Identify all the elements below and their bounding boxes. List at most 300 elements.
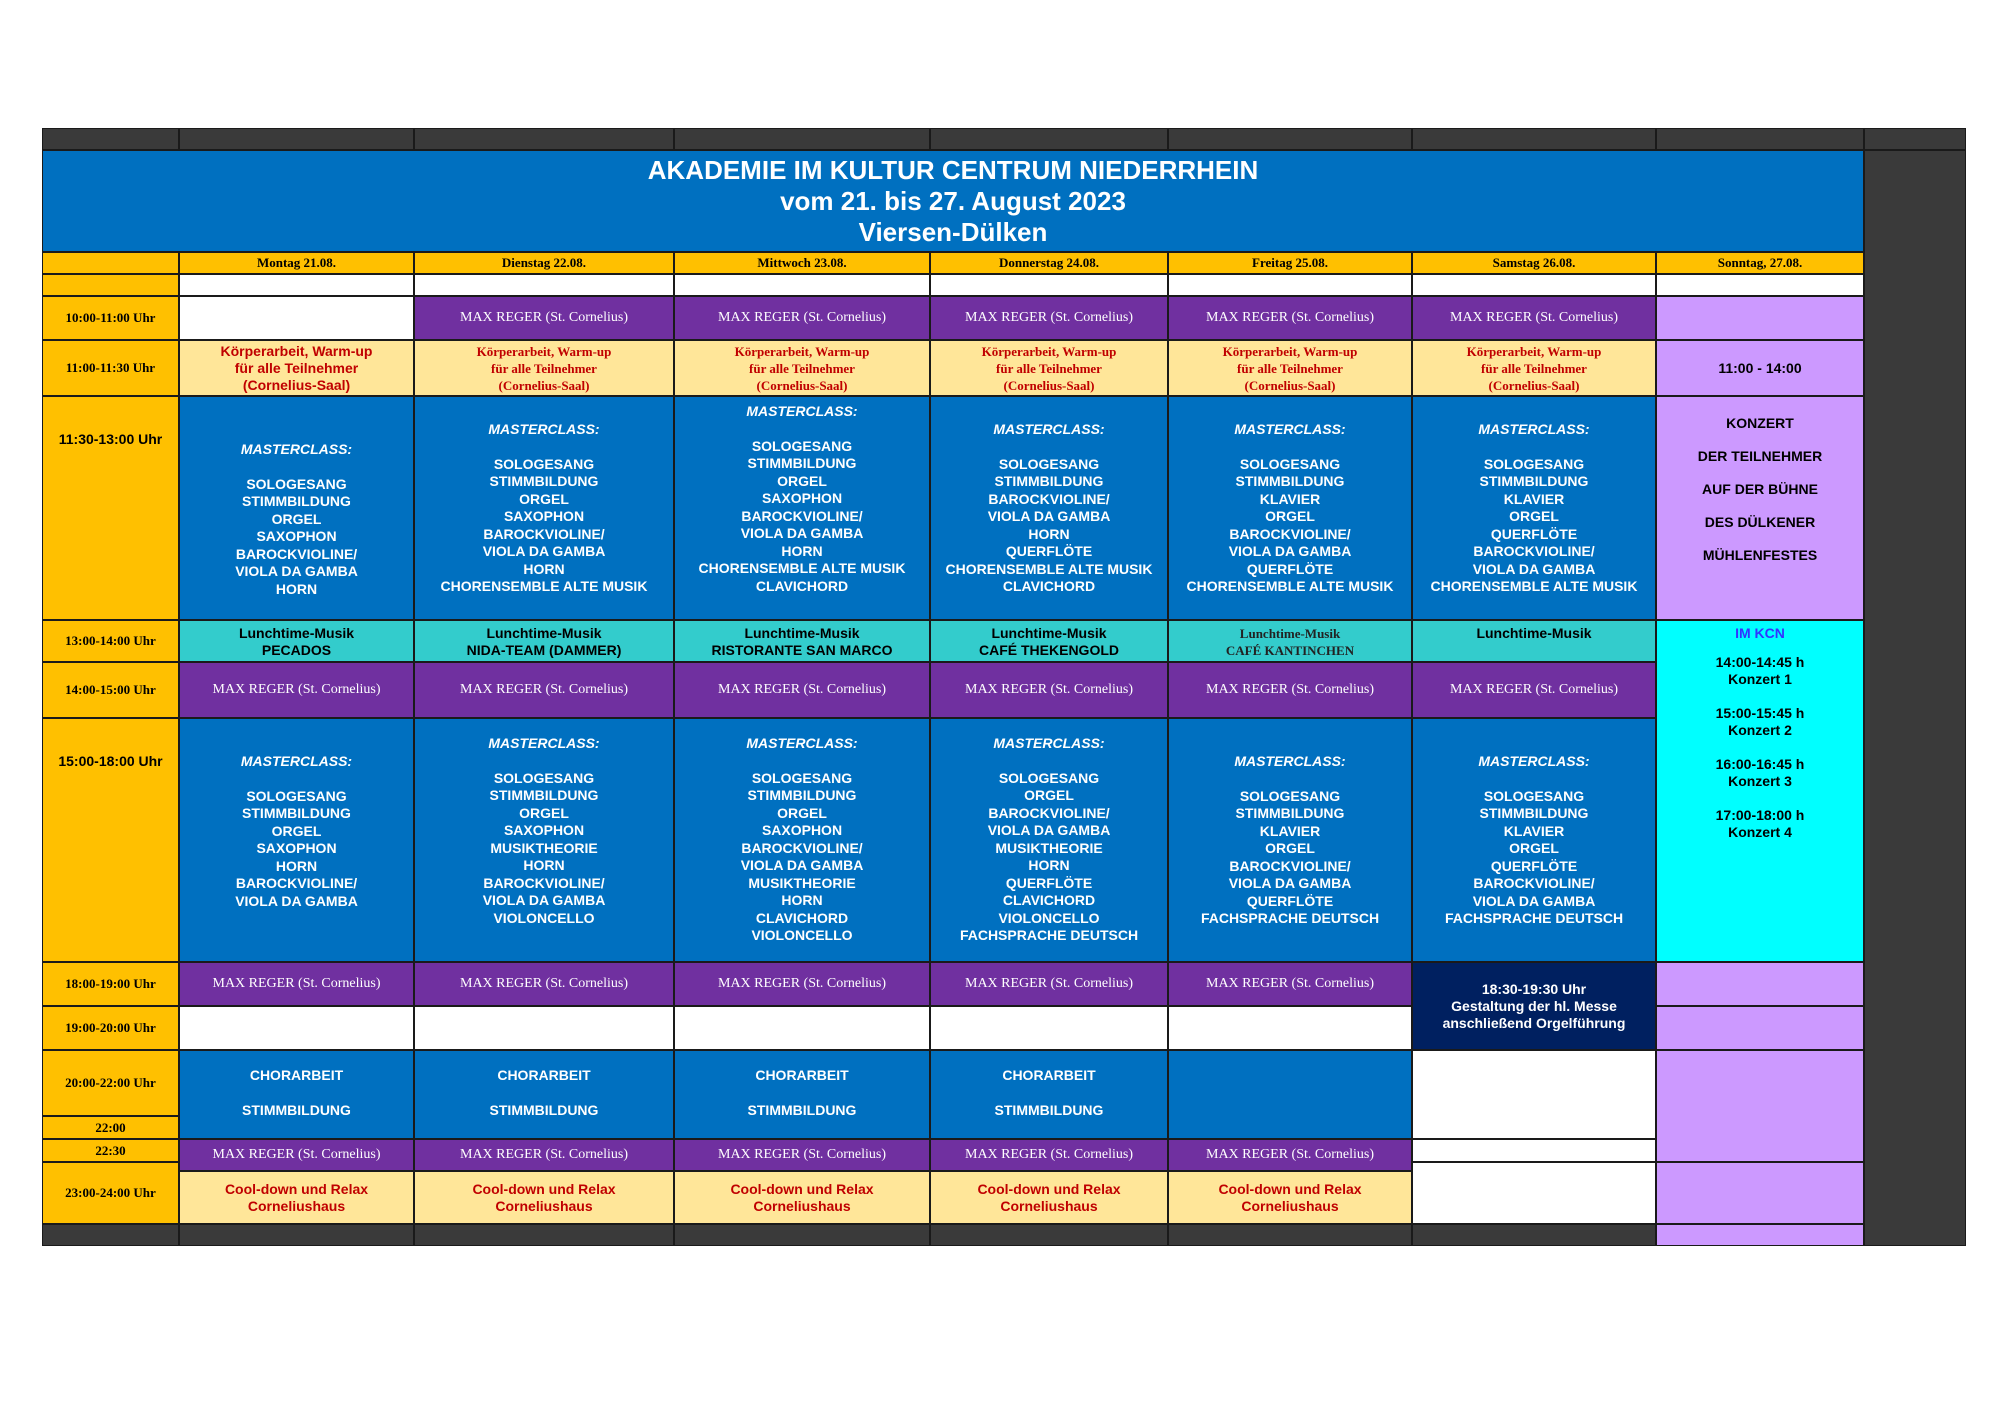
frame-top-cell [42, 128, 179, 150]
max-reger-label: MAX REGER (St. Cornelius) [460, 682, 628, 697]
sunday-bottom-cell [1656, 1224, 1864, 1246]
day-header [414, 252, 674, 274]
masterclass-heading: MASTERCLASS: [240, 753, 353, 769]
warmup-line: für alle Teilnehmer [749, 360, 855, 376]
masterclass-subject: QUERFLÖTE [1490, 857, 1578, 874]
stimmbildung-label: STIMMBILDUNG [489, 1102, 599, 1118]
max-reger-label: MAX REGER (St. Cornelius) [965, 682, 1133, 697]
warmup-line: Körperarbeit, Warm-up [476, 343, 612, 359]
cooldown-slot[interactable] [179, 1171, 414, 1224]
masterclass-subject: QUERFLÖTE [1005, 543, 1093, 559]
sunday-cell [1656, 296, 1864, 340]
time-slot-label [42, 1162, 179, 1224]
masterclass-subject: MUSIKTHEORIE [748, 874, 856, 891]
konzert-time: 14:00-14:45 h [1715, 654, 1805, 670]
masterclass-afternoon[interactable] [179, 718, 414, 962]
cooldown-slot[interactable] [930, 1171, 1168, 1224]
time-gap [42, 274, 179, 296]
masterclass-subject: ORGEL [519, 490, 569, 507]
masterclass-subject: SOLOGESANG [493, 769, 595, 786]
lunchtime-line: CAFÉ KANTINCHEN [1225, 643, 1355, 658]
masterclass-subject: VIOLA DA GAMBA [987, 822, 1111, 838]
day-header-corner [42, 252, 179, 274]
masterclass-afternoon[interactable] [414, 718, 674, 962]
max-reger-slot[interactable] [1412, 296, 1656, 340]
sunday-cell [1656, 1006, 1864, 1050]
masterclass-subject: QUERFLÖTE [1246, 560, 1334, 577]
masterclass-subject: CLAVICHORD [755, 909, 849, 926]
lunchtime-slot[interactable] [414, 620, 674, 662]
masterclass-heading: MASTERCLASS: [1234, 753, 1346, 769]
lunchtime-line: CAFÉ THEKENGOLD [979, 642, 1119, 658]
max-reger-label: MAX REGER (St. Cornelius) [965, 1147, 1133, 1162]
frame-bottom-cell [179, 1224, 414, 1246]
sunday-time-slot [1656, 340, 1864, 396]
max-reger-slot[interactable] [179, 662, 414, 718]
konzert-time: 17:00-18:00 h [1715, 807, 1805, 823]
warmup-line: (Cornelius-Saal) [498, 377, 590, 393]
chorarbeit-label: CHORARBEIT [1002, 1067, 1096, 1083]
masterclass-subject: ORGEL [271, 510, 322, 527]
max-reger-label: MAX REGER (St. Cornelius) [460, 1147, 628, 1162]
warmup-line: (Cornelius-Saal) [1488, 377, 1580, 393]
masterclass-subject: SOLOGESANG [1483, 787, 1585, 804]
masterclass-subject: BAROCKVIOLINE/ [1229, 525, 1351, 542]
max-reger-slot[interactable] [1168, 662, 1412, 718]
time-label: 18:00-19:00 Uhr [65, 976, 156, 991]
konzert-line: KONZERT [1726, 415, 1794, 431]
warmup-line: Körperarbeit, Warm-up [1222, 343, 1358, 359]
konzert-time: 15:00-15:45 h [1715, 705, 1805, 721]
masterclass-subject: BAROCKVIOLINE/ [235, 545, 358, 562]
masterclass-subject: FACHSPRACHE DEUTSCH [959, 927, 1139, 943]
max-reger-label: MAX REGER (St. Cornelius) [718, 310, 886, 325]
masterclass-subject: KLAVIER [1259, 822, 1321, 839]
konzert-line: MÜHLENFESTES [1702, 547, 1818, 563]
konzert-line: DER TEILNEHMER [1697, 448, 1823, 464]
chorarbeit-slot[interactable] [179, 1050, 414, 1139]
frame-bottom-cell [930, 1224, 1168, 1246]
masterclass-subject: FACHSPRACHE DEUTSCH [1444, 910, 1624, 926]
day-header [1656, 252, 1864, 274]
max-reger-slot[interactable] [674, 296, 930, 340]
masterclass-subject: ORGEL [777, 804, 827, 821]
lunchtime-line: Lunchtime-Musik [744, 625, 860, 641]
kcn-konzert [1716, 705, 1805, 739]
masterclass-subject: CLAVICHORD [1002, 892, 1096, 908]
masterclass-subject: SAXOPHON [761, 822, 843, 838]
max-reger-slot[interactable] [930, 1139, 1168, 1171]
time-slot-label [42, 718, 179, 962]
masterclass-subject: ORGEL [1265, 840, 1315, 856]
masterclass-heading: MASTERCLASS: [746, 403, 858, 419]
page-title [42, 150, 1864, 252]
empty-cell [1168, 274, 1412, 296]
masterclass-subject: MUSIKTHEORIE [995, 839, 1103, 856]
masterclass-subject: STIMMBILDUNG [1479, 473, 1589, 489]
cooldown-line: Corneliushaus [1000, 1197, 1098, 1214]
kcn-title: IM KCN [1735, 625, 1785, 641]
max-reger-slot[interactable] [674, 962, 930, 1006]
masterclass-subject: HORN [523, 857, 565, 873]
lunchtime-line: Lunchtime-Musik [1476, 625, 1592, 641]
masterclass-subject: ORGEL [1265, 508, 1315, 524]
masterclass-subject: CHORENSEMBLE ALTE MUSIK [1430, 578, 1638, 594]
day-header-label: Donnerstag 24.08. [998, 255, 1100, 270]
title-line-2: vom 21. bis 27. August 2023 [780, 185, 1126, 216]
warmup-slot[interactable] [1412, 340, 1656, 396]
time-label: 15:00-18:00 Uhr [58, 753, 163, 769]
cooldown-slot[interactable] [1168, 1171, 1412, 1224]
masterclass-subject: STIMMBILDUNG [1235, 805, 1345, 821]
time-slot-label [42, 340, 179, 396]
masterclass-subject: SAXOPHON [503, 508, 585, 524]
masterclass-subject: STIMMBILDUNG [994, 473, 1104, 489]
time-label: 13:00-14:00 Uhr [65, 633, 156, 648]
chorarbeit-label: CHORARBEIT [497, 1067, 591, 1083]
lunchtime-slot[interactable] [930, 620, 1168, 662]
max-reger-slot[interactable] [1168, 962, 1412, 1006]
max-reger-label: MAX REGER (St. Cornelius) [1450, 310, 1618, 325]
max-reger-label: MAX REGER (St. Cornelius) [965, 976, 1133, 991]
chorarbeit-label: CHORARBEIT [249, 1067, 344, 1083]
masterclass-subject: BAROCKVIOLINE/ [1229, 857, 1351, 874]
warmup-line: (Cornelius-Saal) [242, 376, 351, 393]
masterclass-subject: BAROCKVIOLINE/ [741, 839, 863, 856]
stimmbildung-label: STIMMBILDUNG [747, 1102, 857, 1118]
schedule-sheet [42, 128, 1966, 1246]
cooldown-line: Corneliushaus [753, 1197, 851, 1214]
masterclass-subject: HORN [275, 580, 318, 597]
masterclass-subject: VIOLA DA GAMBA [1472, 560, 1596, 577]
cooldown-slot[interactable] [414, 1171, 674, 1224]
kcn-konzert [1716, 807, 1805, 841]
warmup-line: für alle Teilnehmer [996, 360, 1102, 376]
masterclass-subject: BAROCKVIOLINE/ [1473, 875, 1595, 891]
masterclass-subject: CLAVICHORD [1002, 578, 1096, 594]
masterclass-afternoon[interactable] [1412, 718, 1656, 962]
max-reger-label: MAX REGER (St. Cornelius) [1206, 976, 1374, 991]
max-reger-label: MAX REGER (St. Cornelius) [1450, 682, 1618, 697]
masterclass-subject: ORGEL [777, 472, 827, 489]
warmup-slot[interactable] [179, 340, 414, 396]
sunday-cell [1656, 962, 1864, 1006]
masterclass-subject: VIOLONCELLO [998, 909, 1100, 926]
frame-bottom-cell [414, 1224, 674, 1246]
sunday-time-label: 11:00 - 14:00 [1718, 359, 1802, 376]
chorarbeit-slot [1168, 1050, 1412, 1139]
masterclass-subject: ORGEL [1509, 508, 1559, 524]
masterclass-subject: ORGEL [519, 804, 569, 821]
masterclass-subject: SOLOGESANG [751, 769, 853, 786]
lunchtime-line: Lunchtime-Musik [486, 625, 602, 641]
cooldown-line: Cool-down und Relax [224, 1180, 369, 1197]
masterclass-subject: SOLOGESANG [998, 769, 1100, 786]
masterclass-subject: BAROCKVIOLINE/ [235, 875, 358, 891]
masterclass-subject: VIOLONCELLO [493, 909, 595, 926]
warmup-line: für alle Teilnehmer [234, 359, 359, 376]
max-reger-label: MAX REGER (St. Cornelius) [460, 976, 628, 991]
cooldown-line: Corneliushaus [247, 1197, 346, 1214]
messe-line: Gestaltung der hl. Messe [1451, 997, 1617, 1014]
sunday-cell [1656, 1050, 1864, 1162]
frame-right-column [1864, 150, 1966, 1246]
empty-cell [674, 274, 930, 296]
max-reger-slot[interactable] [930, 662, 1168, 718]
masterclass-subject: STIMMBILDUNG [489, 473, 599, 489]
masterclass-subject: CHORENSEMBLE ALTE MUSIK [945, 560, 1153, 577]
max-reger-slot[interactable] [1412, 662, 1656, 718]
lunchtime-line: NIDA-TEAM (DAMMER) [466, 642, 622, 658]
day-header [179, 252, 414, 274]
title-line-3: Viersen-Dülken [858, 216, 1048, 247]
masterclass-subject: HORN [781, 892, 823, 908]
max-reger-slot[interactable] [179, 962, 414, 1006]
masterclass-subject: CHORENSEMBLE ALTE MUSIK [698, 560, 906, 576]
masterclass-heading: MASTERCLASS: [1234, 421, 1346, 437]
masterclass-subject: VIOLONCELLO [751, 927, 853, 943]
masterclass-subject: ORGEL [271, 822, 322, 839]
masterclass-subject: STIMMBILDUNG [242, 805, 351, 821]
masterclass-subject: VIOLA DA GAMBA [482, 892, 606, 908]
day-header [930, 252, 1168, 274]
lunchtime-line: Lunchtime-Musik [1239, 626, 1341, 641]
max-reger-slot[interactable] [930, 296, 1168, 340]
masterclass-morning[interactable] [930, 396, 1168, 620]
masterclass-subject: VIOLA DA GAMBA [987, 508, 1111, 524]
day-header-label: Sonntag, 27.08. [1717, 255, 1803, 270]
masterclass-subject: SAXOPHON [761, 490, 843, 506]
max-reger-slot[interactable] [414, 296, 674, 340]
masterclass-subject: QUERFLÖTE [1005, 874, 1093, 891]
masterclass-subject: KLAVIER [1503, 490, 1565, 507]
empty-cell [1656, 274, 1864, 296]
sunday-konzert-block [1656, 396, 1864, 620]
masterclass-subject: HORN [1028, 525, 1070, 542]
masterclass-afternoon[interactable] [1168, 718, 1412, 962]
masterclass-subject: KLAVIER [1503, 822, 1565, 839]
frame-bottom-cell [1412, 1224, 1656, 1246]
warmup-line: Körperarbeit, Warm-up [1466, 343, 1602, 359]
masterclass-subject: BAROCKVIOLINE/ [483, 525, 605, 542]
masterclass-subject: SAXOPHON [503, 822, 585, 838]
warmup-line: Körperarbeit, Warm-up [734, 343, 870, 359]
max-reger-slot[interactable] [414, 662, 674, 718]
day-header-label: Samstag 26.08. [1492, 255, 1576, 270]
lunchtime-slot[interactable] [1168, 620, 1412, 662]
masterclass-subject: SOLOGESANG [1239, 455, 1341, 472]
cooldown-line: Cool-down und Relax [1218, 1180, 1362, 1197]
kcn-konzert [1716, 654, 1805, 688]
konzert-name: Konzert 1 [1728, 671, 1792, 687]
masterclass-subject: STIMMBILDUNG [1479, 805, 1589, 821]
lunchtime-line: PECADOS [261, 642, 332, 658]
masterclass-subject: BAROCKVIOLINE/ [1473, 543, 1595, 559]
time-slot-label [42, 1116, 179, 1139]
time-label: 14:00-15:00 Uhr [65, 682, 156, 697]
warmup-line: (Cornelius-Saal) [1003, 377, 1095, 393]
warmup-slot[interactable] [674, 340, 930, 396]
masterclass-heading: MASTERCLASS: [993, 421, 1105, 437]
day-header-label: Mittwoch 23.08. [757, 255, 847, 270]
lunchtime-slot[interactable] [179, 620, 414, 662]
masterclass-subject: CLAVICHORD [755, 577, 849, 594]
frame-bottom-cell [674, 1224, 930, 1246]
masterclass-subject: SOLOGESANG [1483, 455, 1585, 472]
masterclass-subject: STIMMBILDUNG [747, 455, 857, 471]
day-header [674, 252, 930, 274]
frame-top-cell [930, 128, 1168, 150]
max-reger-label: MAX REGER (St. Cornelius) [212, 682, 381, 697]
warmup-line: für alle Teilnehmer [1237, 360, 1343, 376]
masterclass-subject: SAXOPHON [256, 840, 337, 856]
day-header-label: Freitag 25.08. [1252, 255, 1328, 270]
max-reger-slot[interactable] [674, 662, 930, 718]
masterclass-subject: ORGEL [1024, 787, 1074, 803]
max-reger-label: MAX REGER (St. Cornelius) [212, 1147, 381, 1162]
messe-line: 18:30-19:30 Uhr [1481, 980, 1587, 997]
empty-cell [179, 274, 414, 296]
time-slot-label [42, 662, 179, 718]
masterclass-morning[interactable] [1168, 396, 1412, 620]
max-reger-slot[interactable] [414, 1139, 674, 1171]
max-reger-slot[interactable] [930, 962, 1168, 1006]
cooldown-line: Cool-down und Relax [977, 1180, 1121, 1197]
max-reger-label: MAX REGER (St. Cornelius) [718, 976, 886, 991]
masterclass-subject: SOLOGESANG [751, 437, 853, 454]
warmup-line: für alle Teilnehmer [1481, 360, 1587, 376]
warmup-line: (Cornelius-Saal) [756, 377, 848, 393]
masterclass-subject: SOLOGESANG [246, 475, 347, 492]
masterclass-subject: STIMMBILDUNG [1235, 473, 1345, 489]
time-label: 11:30-13:00 Uhr [58, 431, 163, 447]
masterclass-subject: BAROCKVIOLINE/ [988, 490, 1110, 507]
day-header [1168, 252, 1412, 274]
messe-slot[interactable] [1412, 962, 1656, 1050]
sunday-kcn-block [1656, 620, 1864, 962]
empty-cell [1168, 1006, 1412, 1050]
konzert-name: Konzert 2 [1728, 722, 1792, 738]
masterclass-heading: MASTERCLASS: [488, 735, 600, 751]
masterclass-subject: SOLOGESANG [493, 455, 595, 472]
masterclass-subject: BAROCKVIOLINE/ [988, 804, 1110, 821]
masterclass-afternoon[interactable] [930, 718, 1168, 962]
time-label: 22:00 [95, 1119, 126, 1135]
time-slot-label [42, 620, 179, 662]
masterclass-subject: BAROCKVIOLINE/ [741, 507, 863, 524]
max-reger-label: MAX REGER (St. Cornelius) [1206, 310, 1374, 325]
max-reger-label: MAX REGER (St. Cornelius) [460, 310, 628, 325]
empty-cell [414, 1006, 674, 1050]
warmup-line: Körperarbeit, Warm-up [220, 342, 373, 359]
empty-cell [674, 1006, 930, 1050]
cooldown-line: Corneliushaus [1241, 1197, 1339, 1214]
masterclass-subject: KLAVIER [1259, 490, 1321, 507]
time-label: 11:00-11:30 Uhr [65, 360, 156, 375]
frame-bottom-cell [42, 1224, 179, 1246]
cooldown-line: Cool-down und Relax [472, 1180, 616, 1197]
chorarbeit-slot[interactable] [674, 1050, 930, 1139]
cooldown-line: Cool-down und Relax [730, 1180, 874, 1197]
empty-cell [930, 1006, 1168, 1050]
konzert-line: AUF DER BÜHNE [1702, 481, 1818, 497]
day-header [1412, 252, 1656, 274]
masterclass-subject: STIMMBILDUNG [242, 493, 351, 509]
max-reger-slot[interactable] [1168, 1139, 1412, 1171]
masterclass-subject: ORGEL [1509, 840, 1559, 856]
frame-top-cell [1412, 128, 1656, 150]
time-slot-label [42, 396, 179, 620]
masterclass-subject: QUERFLÖTE [1490, 525, 1578, 542]
masterclass-heading: MASTERCLASS: [240, 441, 353, 457]
max-reger-label: MAX REGER (St. Cornelius) [1206, 682, 1374, 697]
masterclass-subject: VIOLA DA GAMBA [482, 543, 606, 559]
masterclass-morning[interactable] [1412, 396, 1656, 620]
day-header-label: Dienstag 22.08. [501, 255, 587, 270]
max-reger-label: MAX REGER (St. Cornelius) [1206, 1147, 1374, 1162]
masterclass-subject: BAROCKVIOLINE/ [483, 874, 605, 891]
masterclass-afternoon[interactable] [674, 718, 930, 962]
time-label: 19:00-20:00 Uhr [65, 1020, 156, 1035]
masterclass-subject: SAXOPHON [256, 528, 337, 544]
masterclass-morning[interactable] [414, 396, 674, 620]
konzert-line: DES DÜLKENER [1704, 514, 1816, 530]
title-line-1: AKADEMIE IM KULTUR CENTRUM NIEDERRHEIN [647, 154, 1259, 185]
time-label: 10:00-11:00 Uhr [65, 310, 156, 325]
time-label: 23:00-24:00 Uhr [65, 1185, 156, 1200]
masterclass-subject: HORN [275, 857, 318, 874]
max-reger-slot[interactable] [179, 1139, 414, 1171]
frame-top-cell [674, 128, 930, 150]
max-reger-slot[interactable] [1168, 296, 1412, 340]
masterclass-morning[interactable] [179, 396, 414, 620]
masterclass-heading: MASTERCLASS: [1478, 421, 1590, 437]
frame-top-cell [1168, 128, 1412, 150]
warmup-slot[interactable] [930, 340, 1168, 396]
warmup-slot[interactable] [414, 340, 674, 396]
max-reger-slot[interactable] [674, 1139, 930, 1171]
stimmbildung-label: STIMMBILDUNG [994, 1102, 1104, 1118]
time-label: 20:00-22:00 Uhr [65, 1075, 156, 1090]
masterclass-subject: HORN [523, 560, 565, 577]
warmup-line: für alle Teilnehmer [491, 360, 597, 376]
warmup-line: (Cornelius-Saal) [1244, 377, 1336, 393]
lunchtime-slot[interactable] [1412, 620, 1656, 662]
warmup-slot[interactable] [1168, 340, 1412, 396]
frame-top-cell [1656, 128, 1864, 150]
masterclass-morning[interactable] [674, 396, 930, 620]
max-reger-slot[interactable] [414, 962, 674, 1006]
max-reger-label: MAX REGER (St. Cornelius) [718, 682, 886, 697]
lunchtime-slot[interactable] [674, 620, 930, 662]
masterclass-subject: SOLOGESANG [246, 787, 347, 804]
frame-top-cell [414, 128, 674, 150]
chorarbeit-slot[interactable] [930, 1050, 1168, 1139]
frame-bottom-cell [1168, 1224, 1412, 1246]
max-reger-label: MAX REGER (St. Cornelius) [718, 1147, 886, 1162]
masterclass-subject: VIOLA DA GAMBA [1228, 543, 1352, 559]
masterclass-subject: CHORENSEMBLE ALTE MUSIK [440, 578, 648, 594]
cooldown-slot[interactable] [674, 1171, 930, 1224]
frame-top-cell [1864, 128, 1966, 150]
sunday-cell [1656, 1162, 1864, 1224]
stimmbildung-label: STIMMBILDUNG [242, 1102, 351, 1118]
lunchtime-line: Lunchtime-Musik [238, 625, 355, 641]
chorarbeit-slot[interactable] [414, 1050, 674, 1139]
empty-cell [414, 274, 674, 296]
masterclass-subject: MUSIKTHEORIE [490, 839, 598, 856]
time-slot-label [42, 1006, 179, 1050]
